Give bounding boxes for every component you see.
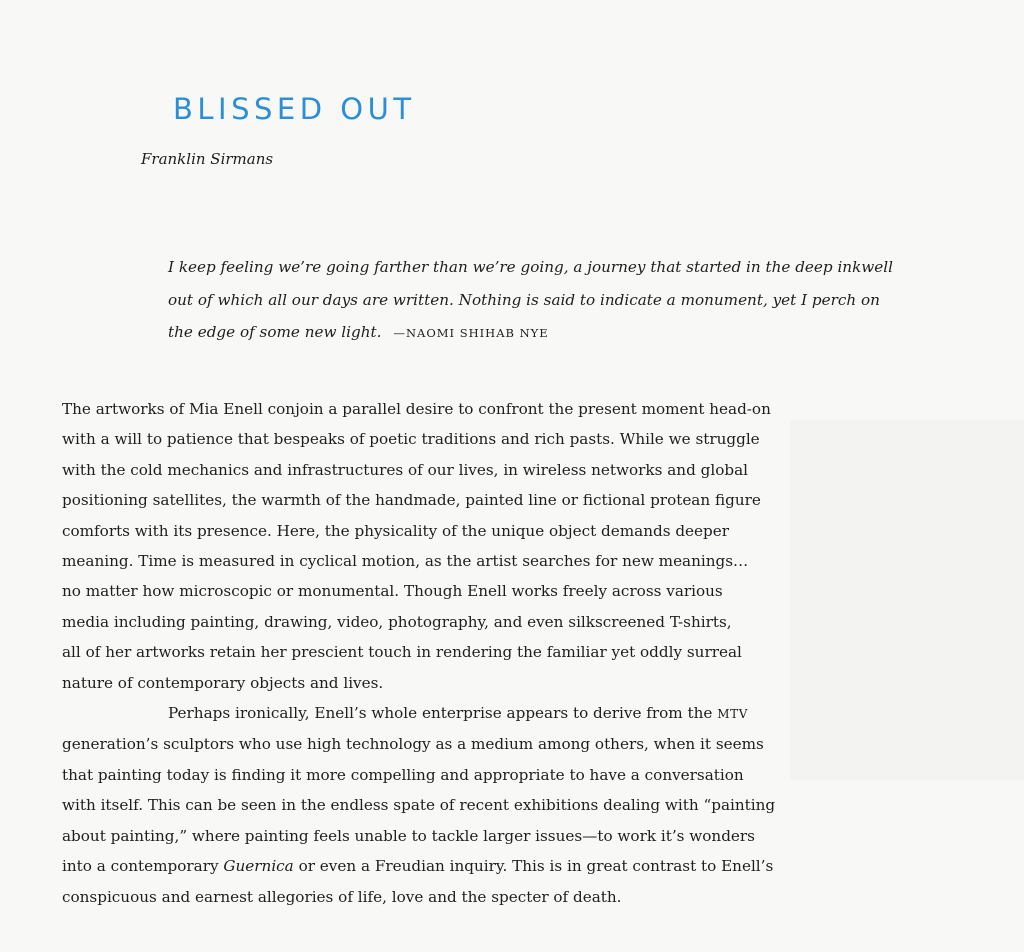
body-line: with a will to patience that bespeaks of poetic traditions and rich pasts. While we struggle bbox=[62, 430, 760, 449]
body-line: positioning satellites, the warmth of the handmade, painted line or fictional protean figure bbox=[62, 491, 761, 510]
body-line bbox=[62, 698, 822, 729]
body-line: The artworks of Mia Enell conjoin a parallel desire to confront the present moment head-on bbox=[62, 400, 771, 418]
body-acronym: MTV bbox=[717, 707, 748, 722]
epigraph-line: out of which all our days are written. Nothing is said to indicate a monument, yet I perch on bbox=[168, 290, 880, 309]
body-line-text: into a contemporary bbox=[62, 857, 224, 876]
epigraph-quote bbox=[168, 251, 938, 350]
body-line: all of her artworks retain her prescient touch in rendering the familiar yet oddly surreal bbox=[62, 643, 742, 662]
epigraph-line: I keep feeling we’re going farther than we’re going, a journey that started in the deep inkwell bbox=[168, 258, 893, 276]
body-line bbox=[62, 851, 822, 881]
body-line: generation’s sculptors who use high technology as a medium among others, when it seems bbox=[62, 735, 764, 754]
body-line: no matter how microscopic or monumental. Though Enell works freely across various bbox=[62, 582, 723, 601]
epigraph-attribution: —NAOMI SHIHAB NYE bbox=[393, 326, 549, 340]
body-line: nature of contemporary objects and lives. bbox=[62, 673, 384, 692]
body-line: meaning. Time is measured in cyclical motion, as the artist searches for new meanings… bbox=[62, 552, 749, 571]
body-line: that painting today is finding it more compelling and appropriate to have a conversation bbox=[62, 765, 744, 784]
article-title: BLISSED OUT bbox=[173, 92, 416, 126]
artwork-title: Guernica bbox=[223, 857, 294, 876]
epigraph-line-text: the edge of some new light. bbox=[168, 323, 382, 341]
body-line: conspicuous and earnest allegories of life, love and the specter of death. bbox=[62, 887, 622, 906]
body-line: media including painting, drawing, video, photography, and even silkscreened T-shirts, bbox=[62, 612, 732, 631]
body-line: with the cold mechanics and infrastructures of our lives, in wireless networks and global bbox=[62, 460, 748, 479]
body-line-text: Perhaps ironically, Enell’s whole enterprise appears to derive from the bbox=[168, 704, 718, 723]
body-line-text: or even a Freudian inquiry. This is in great contrast to Enell’s bbox=[293, 857, 774, 876]
body-line: about painting,” where painting feels unable to tackle larger issues—to work it’s wonders bbox=[62, 826, 755, 845]
epigraph-line bbox=[168, 316, 938, 350]
article-author: Franklin Sirmans bbox=[141, 150, 274, 168]
body-line: with itself. This can be seen in the endless spate of recent exhibitions dealing with “painting bbox=[62, 796, 776, 815]
body-line: comforts with its presence. Here, the physicality of the unique object demands deeper bbox=[62, 521, 729, 540]
article-body bbox=[62, 394, 822, 912]
scan-shadow bbox=[790, 420, 1024, 780]
